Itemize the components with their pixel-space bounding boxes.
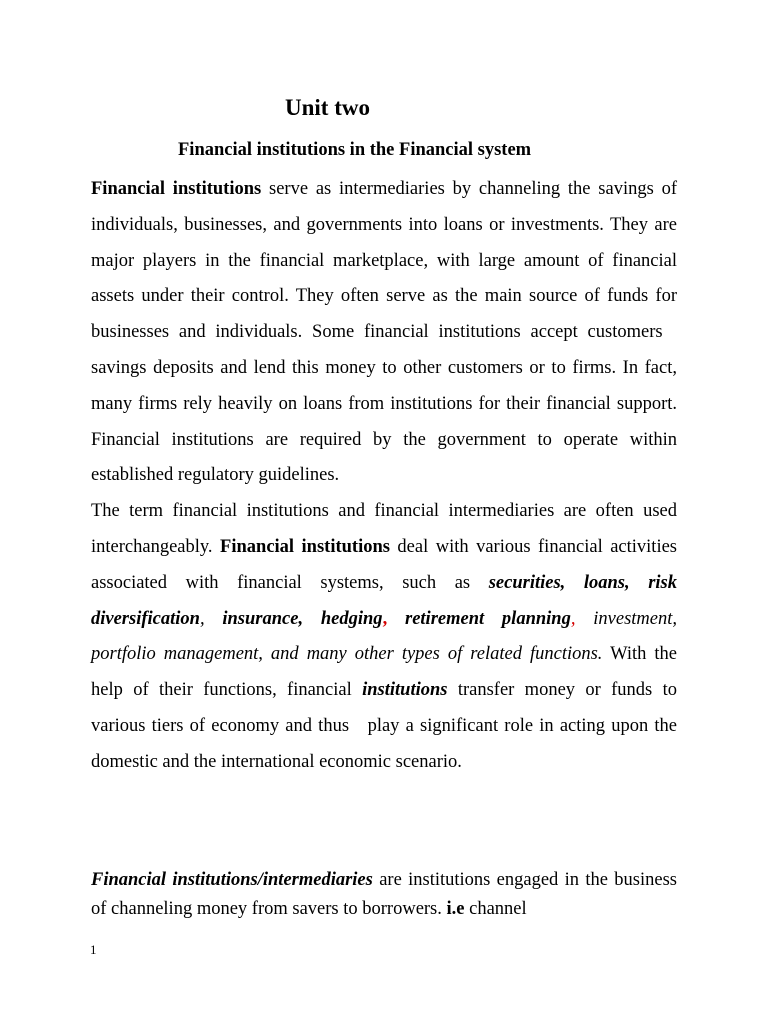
paragraph-1 [91,172,677,494]
bold-term: Financial institutions [220,536,390,557]
bold-term: i.e [446,899,465,919]
body-text [91,172,677,781]
unit-title: Unit two [285,95,370,120]
term-financial-institutions: Financial institutions [91,179,262,199]
text-run: deal with various financial activities associated with financial systems, such as [91,536,677,593]
bold-italic-term: securities, loans, risk diversification [91,572,677,629]
red-comma: , [570,608,576,629]
bold-italic-term: institutions [362,680,448,701]
text-run: , [199,608,223,629]
red-comma: , [382,608,388,629]
paragraph-2 [91,494,677,780]
page-number: 1 [90,942,97,957]
text-run: With the help of their functions, financial [91,644,677,701]
text-run: are institutions engaged in the business of channeling money from savers to borrowers. [91,870,678,919]
text-run: The term financial institutions and financial intermediaries are often used interchangeably. [91,501,677,557]
text-run [387,609,405,629]
section-subtitle: Financial institutions in the Financial system [178,140,532,160]
bold-italic-term: insurance, hedging [222,608,383,629]
text-run: transfer money or funds to various tiers of economy and thus play a significant role in acting upon the domestic and the international economic scenario. [91,680,677,772]
text-run: channel [464,899,527,919]
paragraph-1-text: serve as intermediaries by channeling the savings of individuals, businesses, and governments into loans or investments. They are major players in the financial marketplace, with large amount of financial assets under their control. They often serve as the main source of funds for businesses and individuals. Some financial institutions accept customers savings deposits and lend this money to other customers or to firms. In fact, many firms rely heavily on loans from institutions for their financial support. Financial institutions are required by the government to operate within established regulatory guidelines. [91,179,677,486]
italic-text: investment, portfolio management, and many other types of related functions. [91,608,678,665]
bold-italic-term: Financial institutions/intermediaries [91,870,373,890]
body-text-continued [91,866,677,924]
bold-italic-term: retirement planning [405,608,571,629]
paragraph-3 [91,866,677,924]
